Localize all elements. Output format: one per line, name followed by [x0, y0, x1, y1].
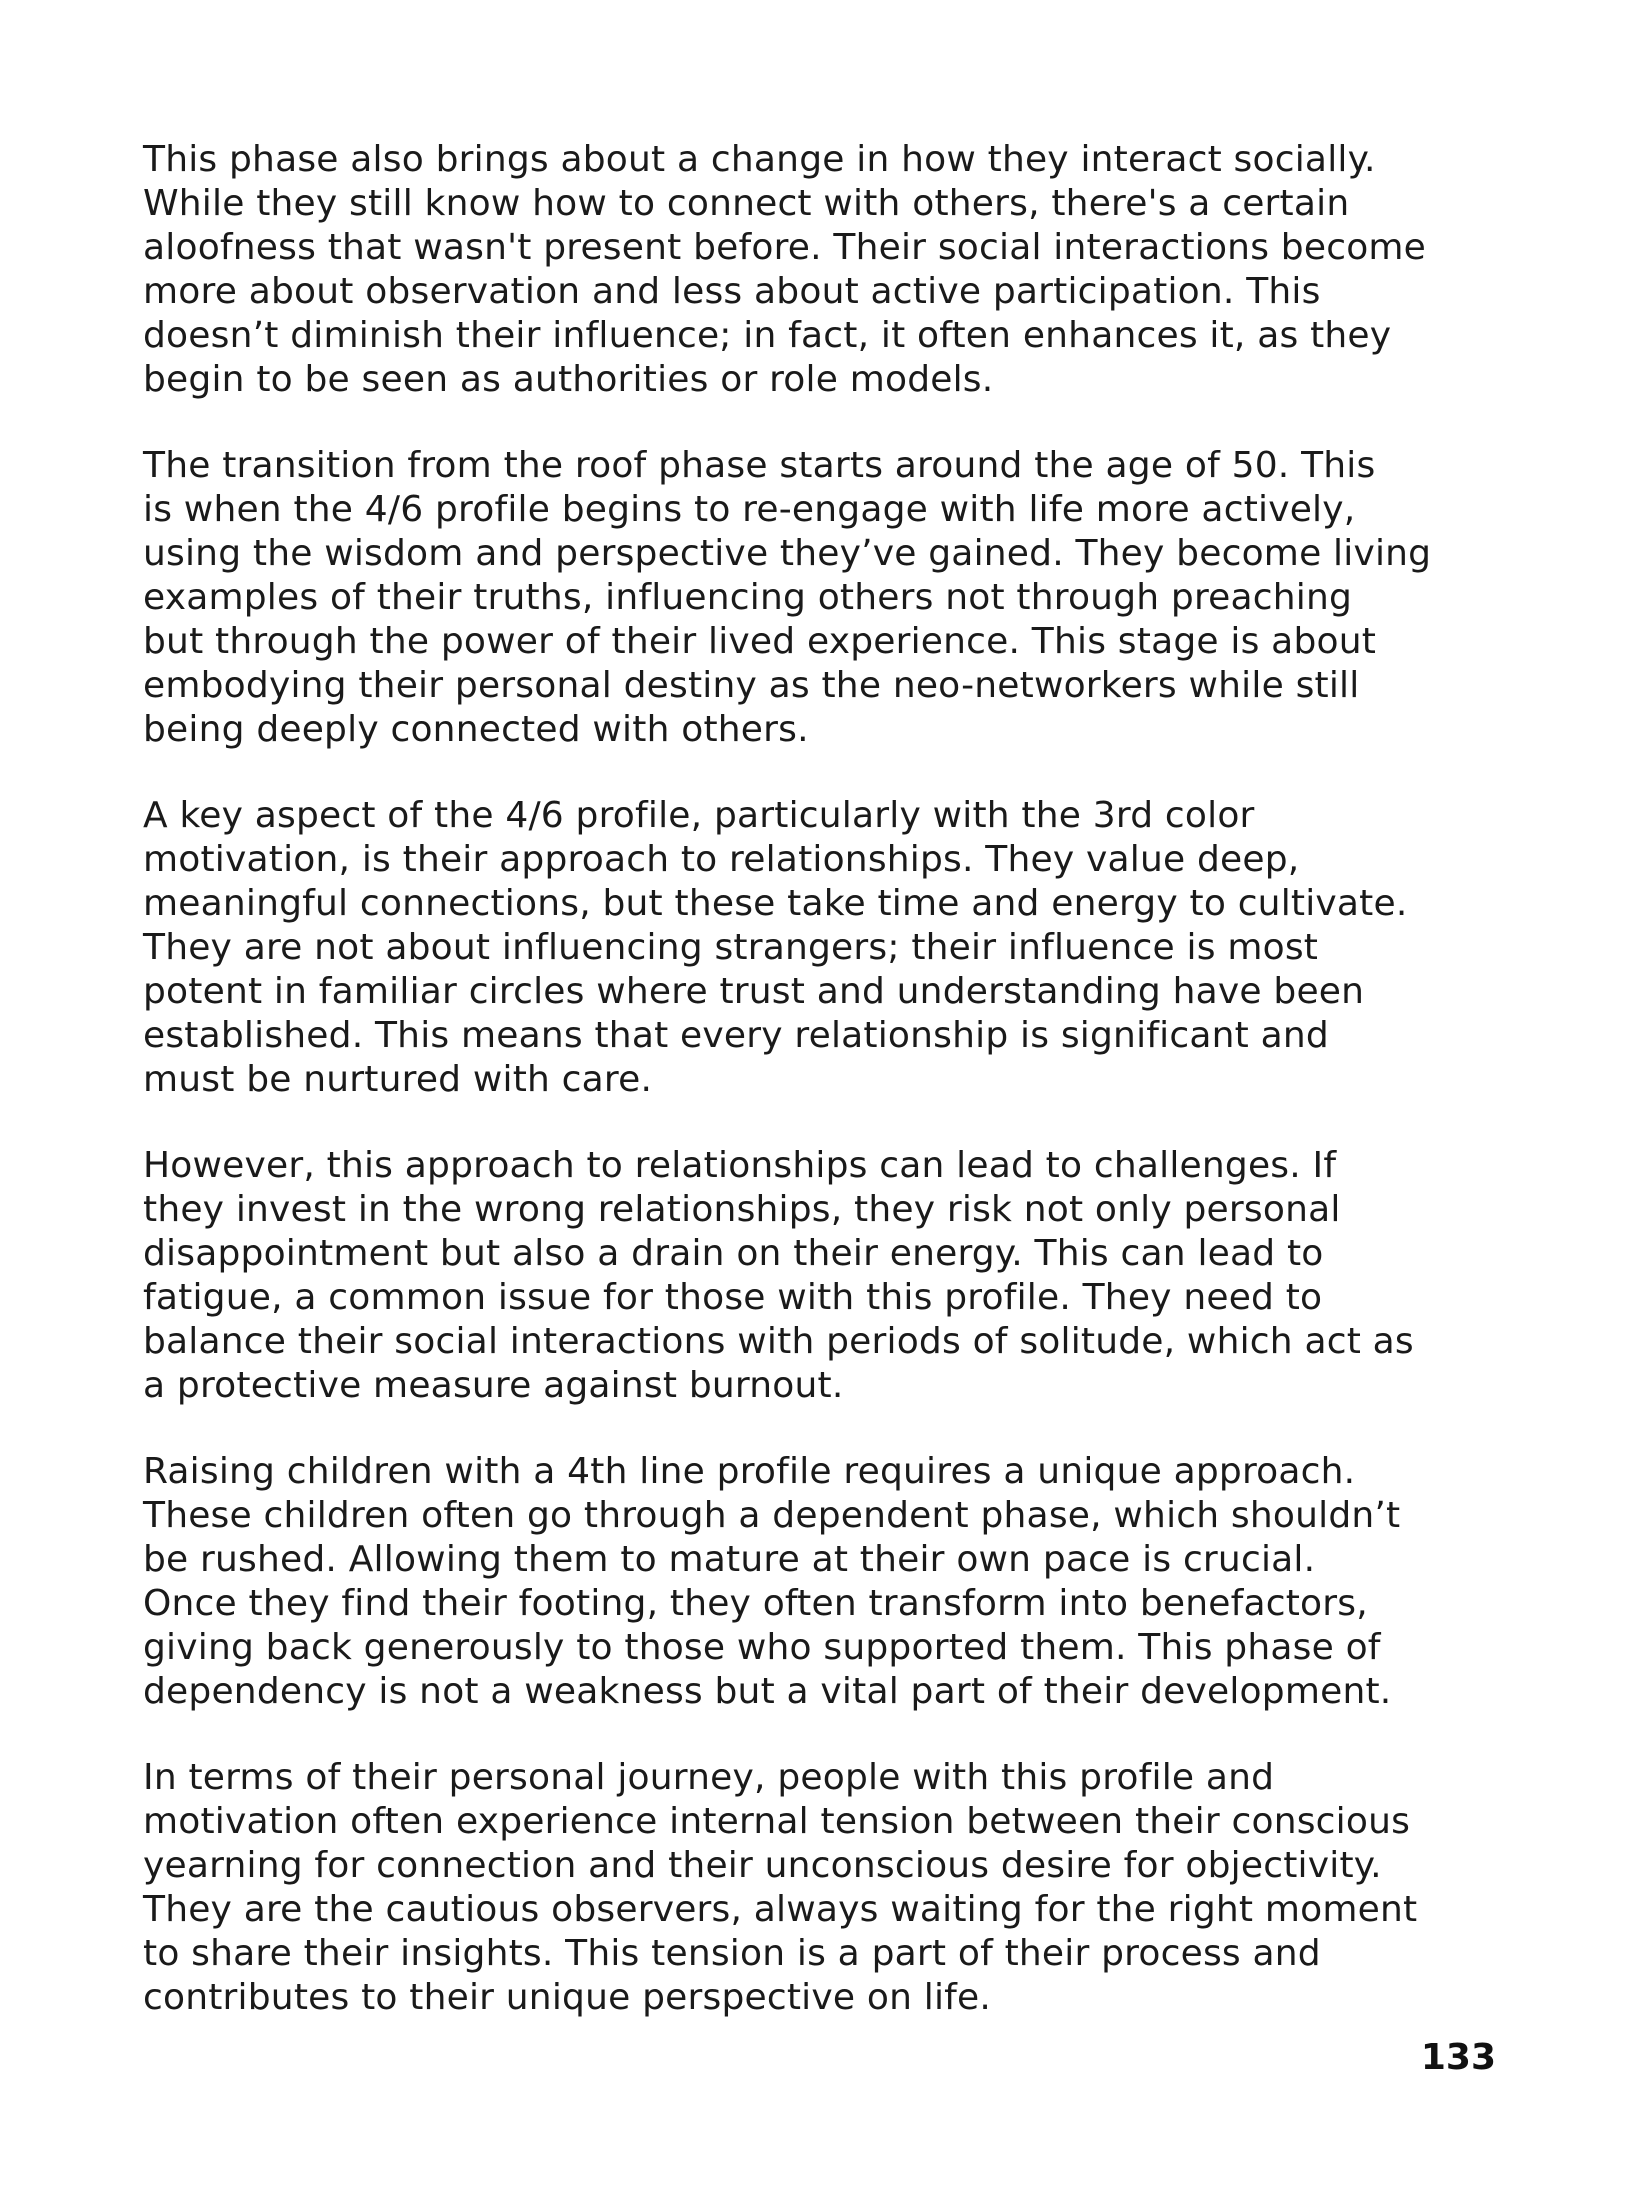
text-line: yearning for connection and their unconscious desire for objectivity.: [143, 1845, 1382, 1886]
text-line: begin to be seen as authorities or role models.: [143, 359, 994, 400]
paragraph-4: [143, 1144, 1523, 1408]
paragraph-6: [143, 1756, 1523, 2020]
body-text: [143, 138, 1523, 2062]
text-line: they invest in the wrong relationships, they risk not only personal: [143, 1189, 1341, 1230]
text-line: must be nurtured with care.: [143, 1059, 653, 1100]
text-line: established. This means that every relationship is significant and: [143, 1015, 1329, 1056]
text-line: be rushed. Allowing them to mature at their own pace is crucial.: [143, 1539, 1316, 1580]
text-line: balance their social interactions with periods of solitude, which act as: [143, 1321, 1414, 1362]
text-line: They are the cautious observers, always waiting for the right moment: [143, 1889, 1418, 1930]
text-line: examples of their truths, influencing others not through preaching: [143, 577, 1353, 618]
text-line: The transition from the roof phase starts around the age of 50. This: [143, 445, 1376, 486]
text-line: However, this approach to relationships can lead to challenges. If: [143, 1145, 1337, 1186]
text-line: They are not about influencing strangers; their influence is most: [143, 927, 1319, 968]
text-line: meaningful connections, but these take time and energy to cultivate.: [143, 883, 1408, 924]
text-line: but through the power of their lived experience. This stage is about: [143, 621, 1377, 662]
text-line: doesn’t diminish their influence; in fact, it often enhances it, as they: [143, 315, 1392, 356]
text-line: A key aspect of the 4/6 profile, particularly with the 3rd color: [143, 795, 1255, 836]
text-line: being deeply connected with others.: [143, 709, 809, 750]
text-line: motivation often experience internal tension between their conscious: [143, 1801, 1411, 1842]
text-line: fatigue, a common issue for those with this profile. They need to: [143, 1277, 1323, 1318]
text-line: using the wisdom and perspective they’ve gained. They become living: [143, 533, 1432, 574]
text-line: dependency is not a weakness but a vital part of their development.: [143, 1671, 1392, 1712]
text-line: motivation, is their approach to relationships. They value deep,: [143, 839, 1300, 880]
text-line: disappointment but also a drain on their energy. This can lead to: [143, 1233, 1324, 1274]
page-number: 133: [1420, 2037, 1496, 2078]
text-line: aloofness that wasn't present before. Their social interactions become: [143, 227, 1427, 268]
text-line: embodying their personal destiny as the neo-networkers while still: [143, 665, 1360, 706]
text-line: giving back generously to those who supported them. This phase of: [143, 1627, 1381, 1668]
text-line: Once they find their footing, they often transform into benefactors,: [143, 1583, 1368, 1624]
text-line: Raising children with a 4th line profile requires a unique approach.: [143, 1451, 1356, 1492]
text-line: a protective measure against burnout.: [143, 1365, 844, 1406]
paragraph-5: [143, 1450, 1523, 1714]
text-line: While they still know how to connect with others, there's a certain: [143, 183, 1350, 224]
text-line: is when the 4/6 profile begins to re-engage with life more actively,: [143, 489, 1356, 530]
text-line: In terms of their personal journey, people with this profile and: [143, 1757, 1275, 1798]
text-line: contributes to their unique perspective on life.: [143, 1977, 992, 2018]
paragraph-2: [143, 444, 1523, 752]
paragraph-3: [143, 794, 1523, 1102]
text-line: This phase also brings about a change in how they interact socially.: [143, 139, 1376, 180]
text-line: potent in familiar circles where trust and understanding have been: [143, 971, 1365, 1012]
paragraph-1: [143, 138, 1523, 402]
text-line: more about observation and less about active participation. This: [143, 271, 1321, 312]
text-line: These children often go through a dependent phase, which shouldn’t: [143, 1495, 1401, 1536]
text-line: to share their insights. This tension is a part of their process and: [143, 1933, 1321, 1974]
